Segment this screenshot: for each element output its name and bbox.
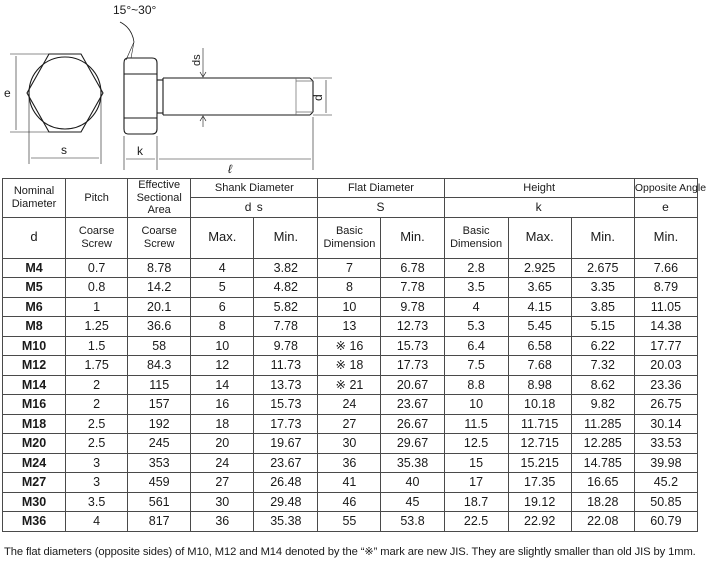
dim-e-label: e bbox=[4, 86, 11, 100]
cell-shank-min: 13.73 bbox=[254, 375, 318, 395]
cell-height-basic: 3.5 bbox=[444, 278, 508, 298]
dim-l-label: ℓ bbox=[228, 162, 232, 176]
subheader-height-min: Min. bbox=[590, 229, 616, 245]
cell-shank-max: 5 bbox=[191, 278, 254, 298]
cell-flat-min: 7.78 bbox=[381, 278, 444, 298]
table-row bbox=[3, 453, 698, 473]
cell-flat-basic: 27 bbox=[318, 414, 381, 434]
symbol-k: k bbox=[444, 198, 634, 217]
cell-area: 245 bbox=[128, 434, 191, 454]
cell-nominal: M12 bbox=[3, 356, 66, 376]
footnote: The flat diameters (opposite sides) of M10, M12 and M14 denoted by the “※” mark are new JIS. They are slightly smaller than old JIS by 1mm. bbox=[4, 546, 696, 558]
cell-height-max: 6.58 bbox=[508, 336, 571, 356]
cell-height-basic: 6.4 bbox=[444, 336, 508, 356]
subheader-flat-basic: Basic Dimension bbox=[323, 224, 376, 250]
cell-opposite-min: 20.03 bbox=[634, 356, 697, 376]
cell-height-max: 10.18 bbox=[508, 395, 571, 415]
cell-area: 8.78 bbox=[128, 258, 191, 278]
cell-nominal: M10 bbox=[3, 336, 66, 356]
header-pitch: Pitch bbox=[66, 179, 128, 218]
cell-area: 115 bbox=[128, 375, 191, 395]
cell-area: 459 bbox=[128, 473, 191, 493]
cell-shank-min: 11.73 bbox=[254, 356, 318, 376]
cell-pitch: 2 bbox=[66, 395, 128, 415]
cell-opposite-min: 50.85 bbox=[634, 492, 697, 512]
cell-shank-max: 4 bbox=[191, 258, 254, 278]
cell-nominal: M4 bbox=[3, 258, 66, 278]
cell-shank-min: 3.82 bbox=[254, 258, 318, 278]
cell-height-basic: 11.5 bbox=[444, 414, 508, 434]
cell-height-max: 4.15 bbox=[508, 297, 571, 317]
cell-height-min: 3.85 bbox=[571, 297, 634, 317]
cell-opposite-min: 7.66 bbox=[634, 258, 697, 278]
cell-height-min: 12.285 bbox=[571, 434, 634, 454]
cell-pitch: 3 bbox=[66, 453, 128, 473]
cell-opposite-min: 14.38 bbox=[634, 317, 697, 337]
cell-height-max: 22.92 bbox=[508, 512, 571, 532]
cell-flat-min: 35.38 bbox=[381, 453, 444, 473]
cell-opposite-min: 26.75 bbox=[634, 395, 697, 415]
cell-height-max: 19.12 bbox=[508, 492, 571, 512]
dim-s-label: s bbox=[61, 143, 67, 157]
cell-shank-max: 16 bbox=[191, 395, 254, 415]
cell-shank-max: 6 bbox=[191, 297, 254, 317]
cell-shank-max: 36 bbox=[191, 512, 254, 532]
dim-ds-label: ds bbox=[191, 54, 203, 66]
cell-shank-min: 23.67 bbox=[254, 453, 318, 473]
cell-pitch: 1.25 bbox=[66, 317, 128, 337]
cell-shank-min: 4.82 bbox=[254, 278, 318, 298]
header-height: Height bbox=[444, 179, 634, 198]
cell-shank-min: 29.48 bbox=[254, 492, 318, 512]
angle-label: 15°~30° bbox=[113, 3, 157, 17]
cell-nominal: M30 bbox=[3, 492, 66, 512]
table-row bbox=[3, 336, 698, 356]
table-row bbox=[3, 473, 698, 493]
table-row bbox=[3, 356, 698, 376]
cell-flat-basic: 36 bbox=[318, 453, 381, 473]
cell-height-basic: 10 bbox=[444, 395, 508, 415]
cell-pitch: 4 bbox=[66, 512, 128, 532]
cell-shank-min: 19.67 bbox=[254, 434, 318, 454]
header-effective-area: Effective Sectional Area bbox=[128, 179, 191, 218]
cell-area: 36.6 bbox=[128, 317, 191, 337]
cell-nominal: M8 bbox=[3, 317, 66, 337]
cell-opposite-min: 33.53 bbox=[634, 434, 697, 454]
cell-opposite-min: 45.2 bbox=[634, 473, 697, 493]
cell-flat-min: 40 bbox=[381, 473, 444, 493]
table-row bbox=[3, 434, 698, 454]
cell-height-max: 11.715 bbox=[508, 414, 571, 434]
table-row bbox=[3, 278, 698, 298]
cell-nominal: M5 bbox=[3, 278, 66, 298]
dim-d-label: d bbox=[311, 94, 325, 101]
cell-height-min: 9.82 bbox=[571, 395, 634, 415]
table-row bbox=[3, 414, 698, 434]
cell-shank-min: 15.73 bbox=[254, 395, 318, 415]
table-row bbox=[3, 492, 698, 512]
cell-flat-basic: 8 bbox=[318, 278, 381, 298]
header-opposite-angle: Opposite Angle bbox=[634, 179, 697, 198]
cell-shank-min: 17.73 bbox=[254, 414, 318, 434]
cell-nominal: M6 bbox=[3, 297, 66, 317]
table-row bbox=[3, 512, 698, 532]
cell-pitch: 0.7 bbox=[66, 258, 128, 278]
cell-flat-min: 9.78 bbox=[381, 297, 444, 317]
cell-area: 14.2 bbox=[128, 278, 191, 298]
cell-shank-max: 8 bbox=[191, 317, 254, 337]
cell-shank-max: 30 bbox=[191, 492, 254, 512]
cell-nominal: M36 bbox=[3, 512, 66, 532]
cell-shank-min: 35.38 bbox=[254, 512, 318, 532]
cell-height-max: 15.215 bbox=[508, 453, 571, 473]
cell-height-basic: 12.5 bbox=[444, 434, 508, 454]
cell-height-min: 16.65 bbox=[571, 473, 634, 493]
cell-opposite-min: 23.36 bbox=[634, 375, 697, 395]
cell-height-min: 18.28 bbox=[571, 492, 634, 512]
cell-height-basic: 2.8 bbox=[444, 258, 508, 278]
cell-area: 58 bbox=[128, 336, 191, 356]
hex-head-end-view bbox=[10, 54, 103, 164]
subheader-height-max: Max. bbox=[525, 229, 554, 245]
cell-shank-max: 24 bbox=[191, 453, 254, 473]
cell-shank-max: 27 bbox=[191, 473, 254, 493]
cell-height-max: 12.715 bbox=[508, 434, 571, 454]
cell-area: 20.1 bbox=[128, 297, 191, 317]
cell-flat-min: 53.8 bbox=[381, 512, 444, 532]
cell-height-basic: 15 bbox=[444, 453, 508, 473]
cell-flat-basic: 10 bbox=[318, 297, 381, 317]
cell-flat-basic: 13 bbox=[318, 317, 381, 337]
subheader-shank-min: Min. bbox=[273, 229, 299, 245]
cell-pitch: 3 bbox=[66, 473, 128, 493]
cell-shank-min: 5.82 bbox=[254, 297, 318, 317]
bolt-side-view bbox=[120, 22, 332, 170]
cell-opposite-min: 39.98 bbox=[634, 453, 697, 473]
cell-shank-min: 9.78 bbox=[254, 336, 318, 356]
cell-height-basic: 5.3 bbox=[444, 317, 508, 337]
cell-flat-min: 15.73 bbox=[381, 336, 444, 356]
symbol-s: S bbox=[318, 198, 444, 217]
cell-area: 817 bbox=[128, 512, 191, 532]
cell-flat-min: 26.67 bbox=[381, 414, 444, 434]
cell-flat-min: 17.73 bbox=[381, 356, 444, 376]
cell-opposite-min: 30.14 bbox=[634, 414, 697, 434]
cell-flat-basic: 24 bbox=[318, 395, 381, 415]
symbol-d: d bbox=[30, 229, 38, 245]
table-row bbox=[3, 258, 698, 278]
cell-area: 192 bbox=[128, 414, 191, 434]
table-row bbox=[3, 375, 698, 395]
bolt-spec-table bbox=[2, 178, 706, 532]
cell-flat-basic: 7 bbox=[318, 258, 381, 278]
cell-height-max: 17.35 bbox=[508, 473, 571, 493]
cell-pitch: 1.75 bbox=[66, 356, 128, 376]
cell-flat-min: 29.67 bbox=[381, 434, 444, 454]
cell-flat-min: 20.67 bbox=[381, 375, 444, 395]
cell-shank-max: 10 bbox=[191, 336, 254, 356]
bolt-drawing bbox=[0, 0, 700, 178]
cell-shank-max: 18 bbox=[191, 414, 254, 434]
cell-height-basic: 4 bbox=[444, 297, 508, 317]
cell-opposite-min: 11.05 bbox=[634, 297, 697, 317]
cell-flat-min: 23.67 bbox=[381, 395, 444, 415]
cell-height-max: 2.925 bbox=[508, 258, 571, 278]
cell-opposite-min: 17.77 bbox=[634, 336, 697, 356]
subheader-pitch-coarse: Coarse Screw bbox=[78, 224, 115, 250]
dim-k-label: k bbox=[137, 144, 143, 158]
cell-height-min: 22.08 bbox=[571, 512, 634, 532]
cell-height-basic: 7.5 bbox=[444, 356, 508, 376]
cell-height-min: 6.22 bbox=[571, 336, 634, 356]
cell-height-min: 2.675 bbox=[571, 258, 634, 278]
header-shank-diameter: Shank Diameter bbox=[191, 179, 318, 198]
subheader-shank-max: Max. bbox=[208, 229, 237, 245]
subheader-opposite-min: Min. bbox=[653, 229, 679, 245]
cell-height-basic: 22.5 bbox=[444, 512, 508, 532]
cell-height-min: 7.32 bbox=[571, 356, 634, 376]
cell-flat-basic: 55 bbox=[318, 512, 381, 532]
cell-nominal: M27 bbox=[3, 473, 66, 493]
cell-flat-basic: 30 bbox=[318, 434, 381, 454]
cell-height-min: 5.15 bbox=[571, 317, 634, 337]
cell-opposite-min: 60.79 bbox=[634, 512, 697, 532]
cell-shank-min: 26.48 bbox=[254, 473, 318, 493]
cell-height-min: 8.62 bbox=[571, 375, 634, 395]
cell-height-basic: 18.7 bbox=[444, 492, 508, 512]
cell-height-min: 14.785 bbox=[571, 453, 634, 473]
cell-height-min: 11.285 bbox=[571, 414, 634, 434]
cell-flat-min: 6.78 bbox=[381, 258, 444, 278]
cell-pitch: 2.5 bbox=[66, 414, 128, 434]
cell-flat-basic: ※ 16 bbox=[318, 336, 381, 356]
cell-pitch: 0.8 bbox=[66, 278, 128, 298]
cell-area: 561 bbox=[128, 492, 191, 512]
cell-height-max: 7.68 bbox=[508, 356, 571, 376]
cell-height-min: 3.35 bbox=[571, 278, 634, 298]
cell-area: 353 bbox=[128, 453, 191, 473]
cell-height-max: 8.98 bbox=[508, 375, 571, 395]
cell-flat-basic: 46 bbox=[318, 492, 381, 512]
header-nominal-diameter: Nominal Diameter bbox=[3, 179, 66, 218]
cell-pitch: 3.5 bbox=[66, 492, 128, 512]
cell-nominal: M18 bbox=[3, 414, 66, 434]
cell-flat-min: 12.73 bbox=[381, 317, 444, 337]
cell-shank-max: 14 bbox=[191, 375, 254, 395]
cell-nominal: M14 bbox=[3, 375, 66, 395]
cell-flat-basic: ※ 18 bbox=[318, 356, 381, 376]
cell-flat-min: 45 bbox=[381, 492, 444, 512]
cell-height-basic: 17 bbox=[444, 473, 508, 493]
cell-opposite-min: 8.79 bbox=[634, 278, 697, 298]
cell-shank-max: 20 bbox=[191, 434, 254, 454]
header-flat-diameter: Flat Diameter bbox=[318, 179, 444, 198]
cell-shank-max: 12 bbox=[191, 356, 254, 376]
cell-height-max: 5.45 bbox=[508, 317, 571, 337]
table-row bbox=[3, 317, 698, 337]
cell-height-max: 3.65 bbox=[508, 278, 571, 298]
symbol-ds: d s bbox=[191, 198, 318, 217]
cell-nominal: M20 bbox=[3, 434, 66, 454]
symbol-e: e bbox=[634, 198, 697, 217]
cell-shank-min: 7.78 bbox=[254, 317, 318, 337]
cell-pitch: 1 bbox=[66, 297, 128, 317]
cell-area: 157 bbox=[128, 395, 191, 415]
table-row bbox=[3, 395, 698, 415]
cell-area: 84.3 bbox=[128, 356, 191, 376]
cell-pitch: 2.5 bbox=[66, 434, 128, 454]
cell-nominal: M16 bbox=[3, 395, 66, 415]
cell-flat-basic: ※ 21 bbox=[318, 375, 381, 395]
cell-height-basic: 8.8 bbox=[444, 375, 508, 395]
cell-pitch: 1.5 bbox=[66, 336, 128, 356]
cell-nominal: M24 bbox=[3, 453, 66, 473]
table-row bbox=[3, 297, 698, 317]
subheader-area-coarse: Coarse Screw bbox=[141, 224, 177, 250]
cell-flat-basic: 41 bbox=[318, 473, 381, 493]
cell-pitch: 2 bbox=[66, 375, 128, 395]
subheader-flat-min: Min. bbox=[400, 229, 425, 245]
subheader-height-basic: Basic Dimension bbox=[450, 224, 503, 250]
